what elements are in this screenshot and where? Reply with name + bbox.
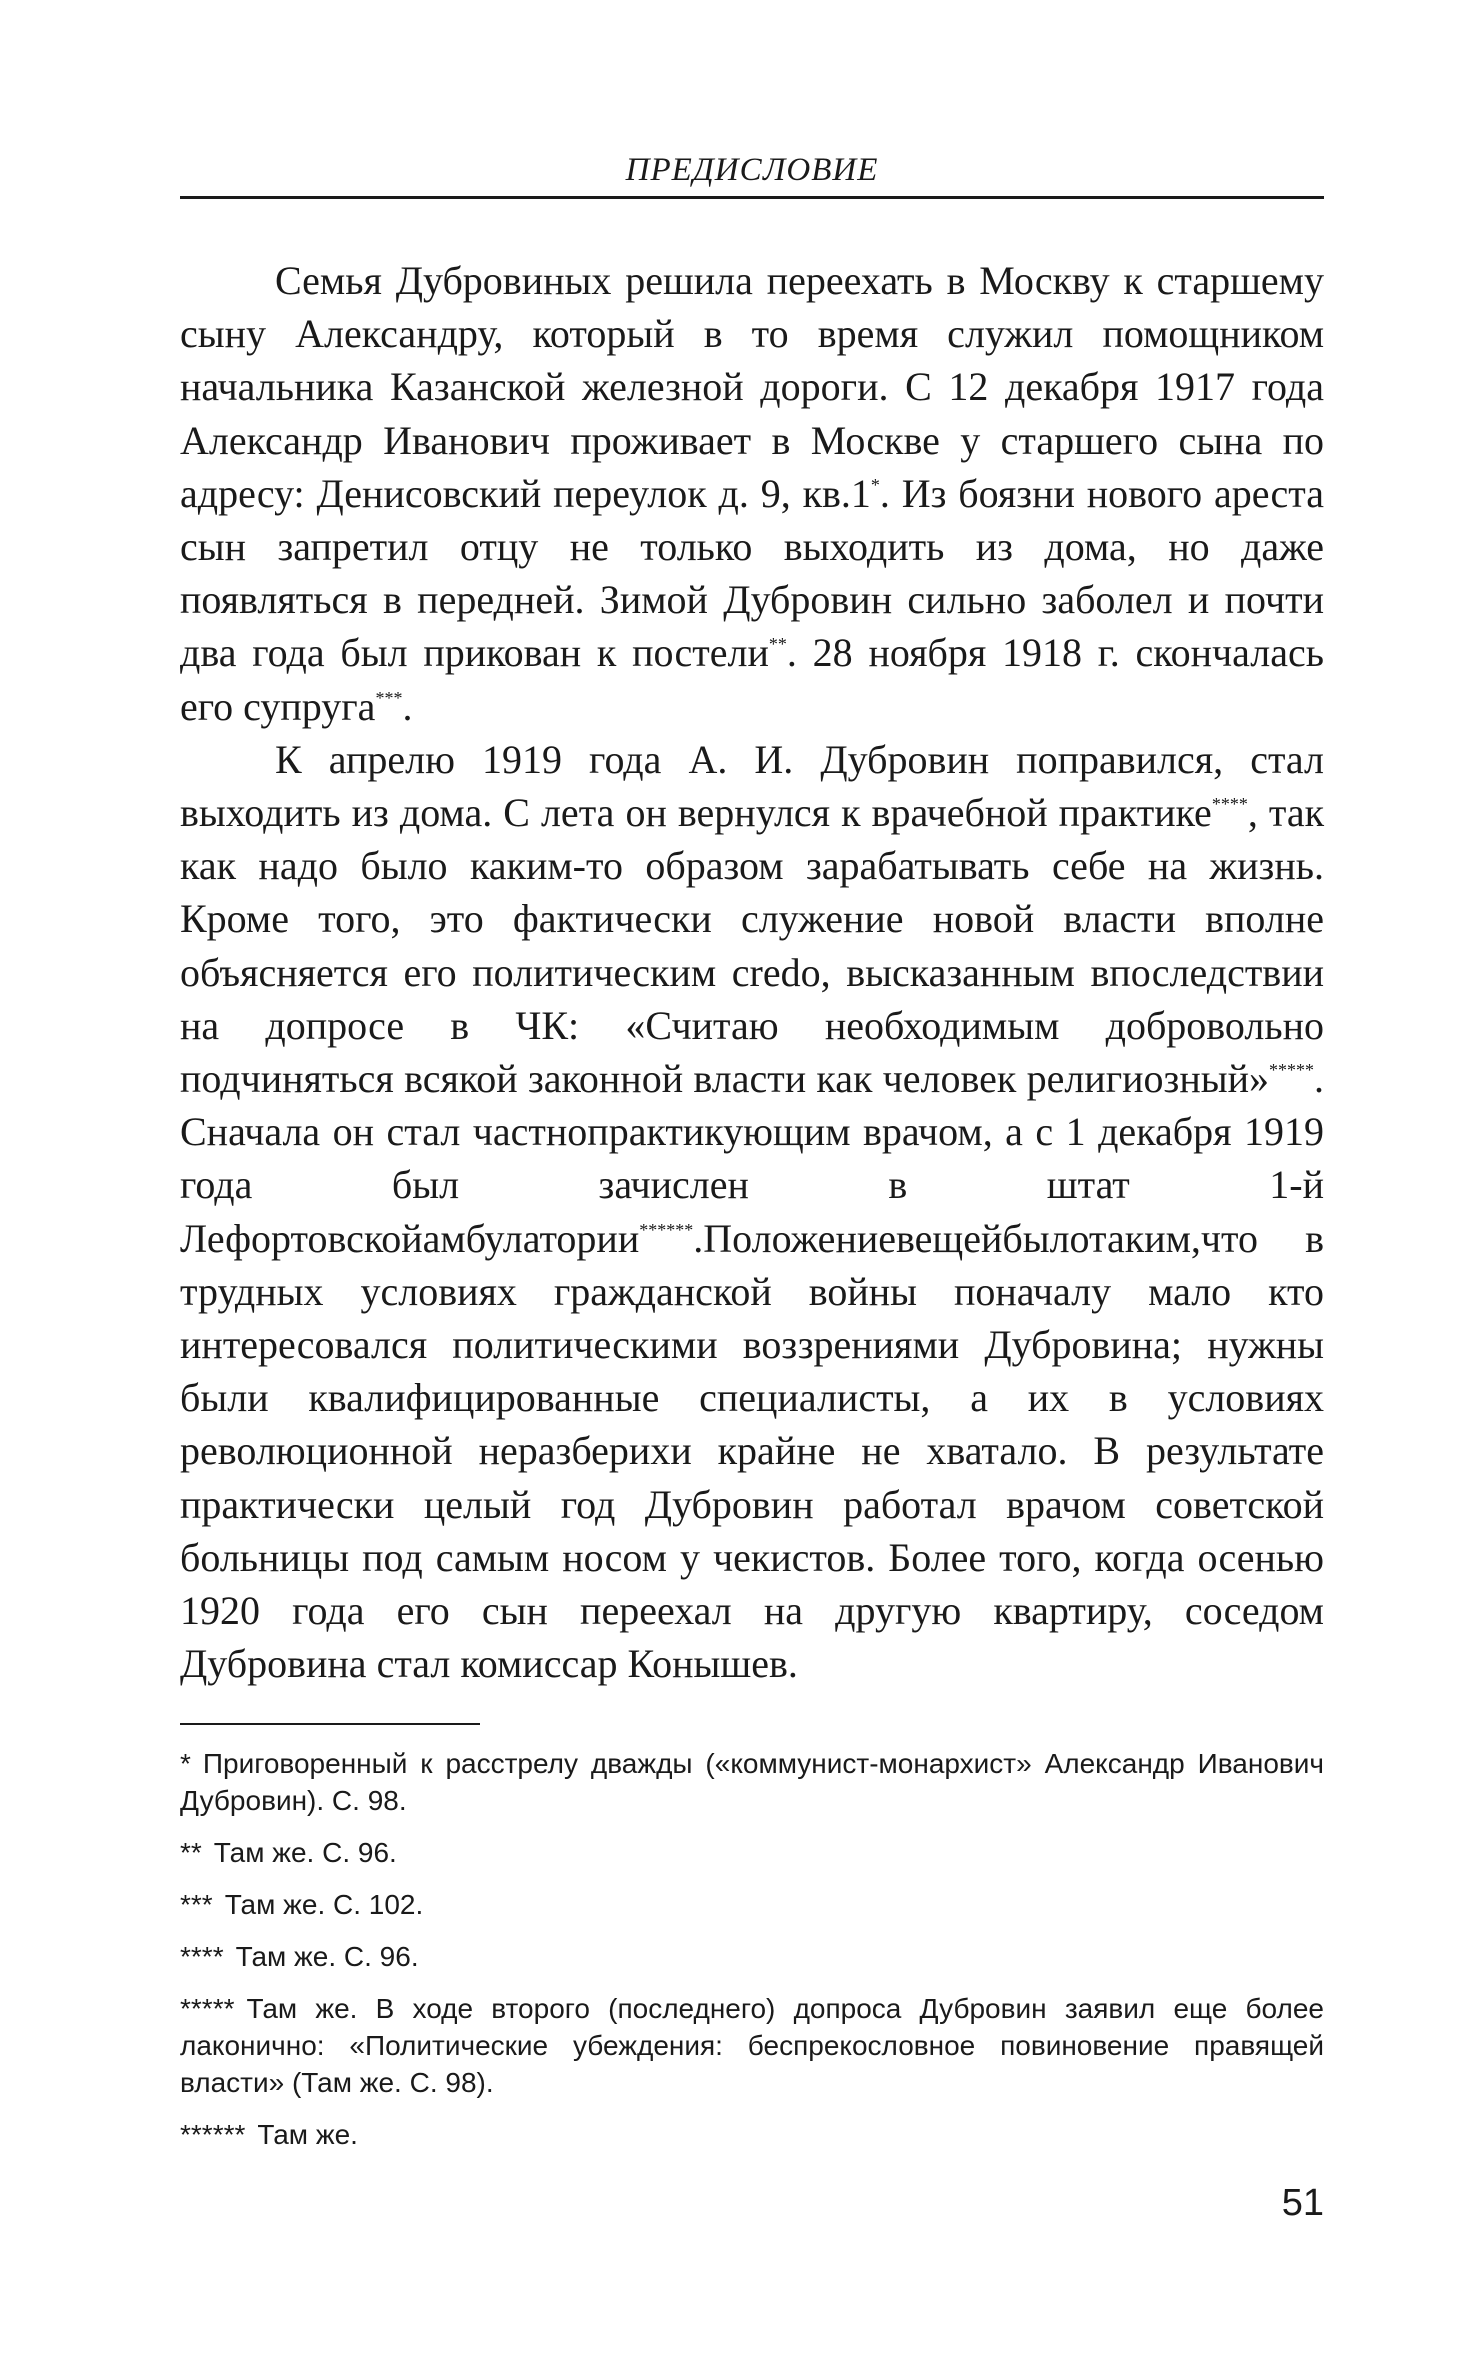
footnote-mark: ** [180,1837,202,1868]
footnote [180,1990,1324,2101]
footnote [180,1745,1324,1819]
footnote-reference: ** [768,634,787,655]
footnote [180,1938,1324,1975]
text-run: , так как надо было каким-то образом зарабатывать себе на жизнь. Кроме того, это фактически служение новой власти вполне объясняется его политическим credo, высказанным впоследствии на допросе в ЧК: «Считаю необходимым добровольно подчиняться всякой законной власти как человек религиозный» [180,790,1325,1102]
footnote-rule [180,1723,480,1725]
footnote-text: Там же. С. 96. [235,1941,419,1972]
paragraph [180,254,1324,733]
main-text [180,254,1324,1690]
footnote-mark: ***** [180,1993,235,2024]
text-run: . Сначала он стал частнопрактикующим врачом, а с 1 декабря 1919 года был зачислен в штат 1-й Лефортовскойамбулатории [180,1056,1324,1261]
footnote-reference: ***** [1269,1060,1314,1081]
footnote-text: Там же. [257,2119,358,2150]
footnote-reference: **** [1211,794,1248,815]
footnote-mark: **** [180,1941,224,1972]
footnote-text: Там же. В ходе второго (последнего) допроса Дубровин заявил еще более лаконично: «Политические убеждения: беспрекословное повиновение правящей власти» (Там же. С. 98). [180,1993,1324,2098]
text-run: Семья Дубровиных решила переехать в Москву к старшему сыну Александру, который в то время служил помощником начальника Казанской железной дороги. С 12 декабря 1917 года Александр Иванович проживает в Москве у старшего сына по адресу: Денисовский переулок д. 9, кв.1 [180,258,1324,516]
footnote-reference: *** [375,687,403,708]
header-rule [180,196,1324,199]
text-run: К апрелю 1919 года А. И. Дубровин поправился, стал выходить из дома. С лета он вернулся к врачебной практике [180,736,1324,836]
footnote-text: Там же. С. 96. [213,1837,397,1868]
footnote-text: Приговоренный к расстрелу дважды («коммунист-монархист» Александр Иванович Дубровин). С. 98. [180,1748,1324,1816]
page-number: 51 [1281,2182,1324,2224]
text-run: . Из боязни нового ареста сын запретил отцу не только выходить из дома, но даже появляться в передней. Зимой Дубровин сильно заболел и почти два года был прикован к постели [180,470,1325,676]
footnote-text: Там же. С. 102. [224,1889,424,1920]
footnote-mark: * [180,1748,191,1779]
paragraph [180,733,1324,1691]
footnote [180,1886,1324,1923]
footnote-reference: ****** [639,1219,694,1240]
footnote [180,2116,1324,2153]
running-head: ПРЕДИСЛОВИЕ [625,152,879,188]
footnotes [180,1745,1324,2168]
footnote-mark: *** [180,1889,213,1920]
text-run: . 28 ноября 1918 г. скончалась его супруга [180,630,1324,729]
footnote-mark: ****** [180,2119,246,2150]
text-run: . [402,683,413,729]
text-run: .Положениевещейбылотаким,что в трудных условиях гражданской войны поначалу мало кто интересовался политическими воззрениями Дубровина; нужны были квалифицированные специалисты, а их в условиях революционной неразберихи крайне не хватало. В результате практически целый год Дубровин работал врачом советской больницы под самым носом у чекистов. Более того, когда осенью 1920 года его сын переехал на другую квартиру, соседом Дубровина стал комиссар Конышев. [180,1215,1324,1687]
footnote-reference: * [870,474,880,495]
footnote [180,1834,1324,1871]
